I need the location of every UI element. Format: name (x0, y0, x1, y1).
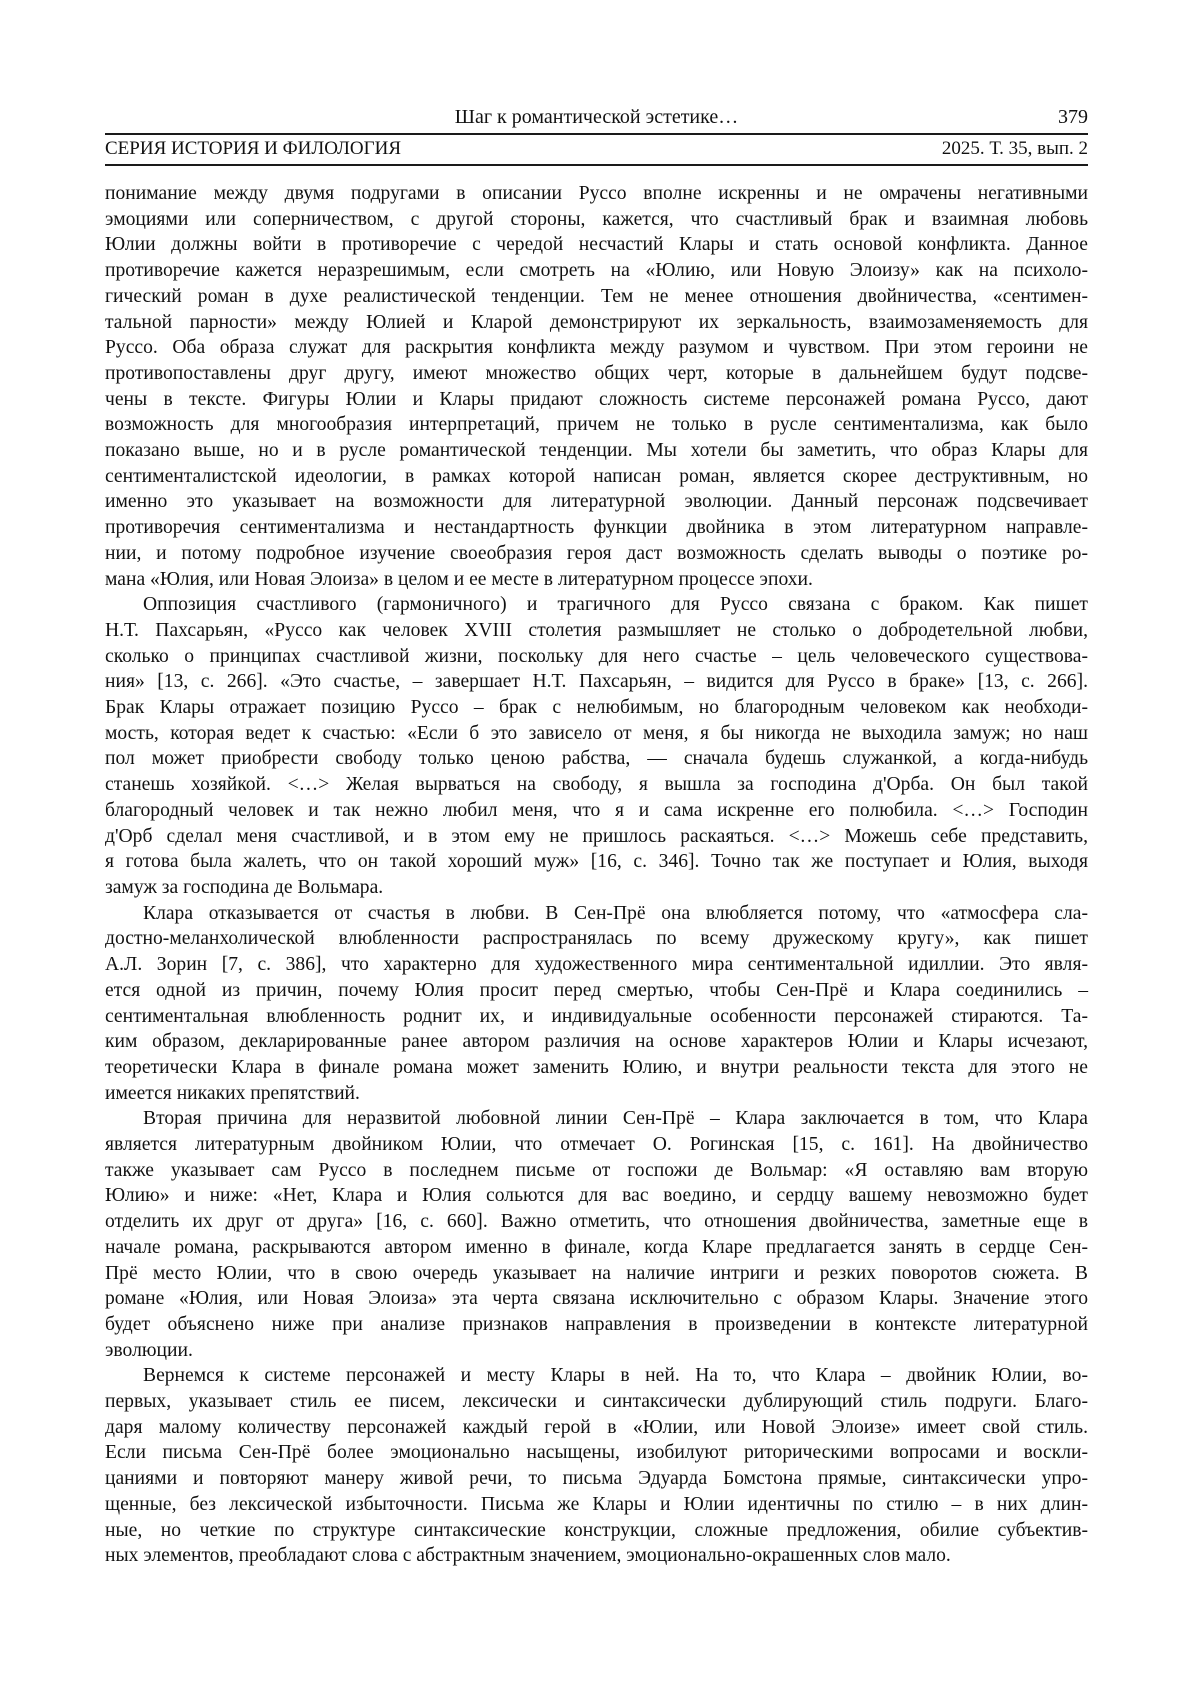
text-line: именно это указывает на возможности для литературной эволюции. Данный персонаж подсвечивает (105, 491, 1088, 513)
text-line: Н.Т. Пахсарьян, «Руссо как человек XVIII столетия размышляет не столько о добродетельной любви, (105, 619, 1088, 641)
text-line: Клара отказывается от счастья в любви. В Сен-Прё она влюбляется потому, что «атмосфера сла- (143, 902, 1088, 924)
text-line: Оппозиция счастливого (гармоничного) и трагичного для Руссо связана с браком. Как пишет (143, 594, 1088, 616)
text-line: д'Орб сделал меня счастливой, и в этом ему не пришлось раскаяться. <…> Можешь себе представить, (105, 825, 1088, 847)
text-line: эмоциями или соперничеством, с другой стороны, кажется, что счастливый брак и взаимная любовь (105, 208, 1088, 230)
text-line: Прё место Юлии, что в свою очередь указывает на наличие интриги и резких поворотов сюжета. В (105, 1262, 1088, 1284)
text-line: гический роман в духе реалистической тенденции. Тем не менее отношения двойничества, «сентимен- (105, 285, 1088, 307)
text-line: благородный человек и так нежно любил меня, что я и сама искренне его полюбила. <…> Господин (105, 799, 1088, 821)
text-line: эволюции. (105, 1339, 193, 1361)
text-line: А.Л. Зорин [7, с. 386], что характерно для художественного мира сентиментальной идиллии. Это явля- (105, 954, 1088, 976)
text-line: имеется никаких препятствий. (105, 1082, 360, 1104)
text-line: противоречие кажется неразрешимым, если смотреть на «Юлию, или Новую Элоизу» как на психоло- (105, 260, 1088, 282)
text-line: сентименталистской идеологии, в рамках которой написан роман, является скорее деструктивным, но (105, 465, 1088, 487)
text-line: станешь хозяйкой. <…> Желая вырваться на свободу, я вышла за господина д'Орба. Он был такой (105, 774, 1088, 796)
text-line: противопоставлены друг другу, имеют множество общих черт, которые в дальнейшем будут подсве- (105, 362, 1088, 384)
text-line: понимание между двумя подругами в описании Руссо вполне искренны и не омрачены негативными (105, 183, 1088, 204)
text-line: возможность для многообразия интерпретаций, причем не только в русле сентиментализма, как было (105, 414, 1088, 436)
text-line: ния» [13, с. 266]. «Это счастье, – завершает Н.Т. Пахсарьян, – видится для Руссо в браке» [13, с. 266]. (105, 671, 1088, 693)
text-line: пол может приобрести свободу только ценою рабства, — сначала будешь служанкой, а когда-нибудь (105, 748, 1088, 770)
text-line: Брак Клары отражает позицию Руссо – брак с нелюбимым, но благородным человеком как необходи- (105, 697, 1088, 719)
text-line: начале романа, раскрываются автором именно в финале, когда Кларе предлагается занять в сердце Сен- (105, 1236, 1088, 1258)
text-line: отделить их друг от друга» [16, с. 660]. Важно отметить, что отношения двойничества, заметные еще в (105, 1211, 1088, 1233)
text-line: Юлию» и ниже: «Нет, Клара и Юлия сольются для вас воедино, и сердцу вашему невозможно будет (105, 1185, 1088, 1207)
text-line: сколько о принципах счастливой жизни, поскольку для него счастье – цель человеческого существова- (105, 645, 1088, 667)
body-text (105, 181, 1088, 1569)
text-line: щенные, без лексической избыточности. Письма же Клары и Юлии идентичны по стилю – в них длин- (105, 1493, 1088, 1515)
series-row (105, 135, 1088, 166)
text-line: является литературным двойником Юлии, что отмечает О. Рогинская [15, с. 161]. На двойничество (105, 1134, 1088, 1156)
text-line: теоретически Клара в финале романа может заменить Юлию, и внутри реальности текста для этого не (105, 1056, 1088, 1078)
text-line: я готова была жалеть, что он такой хороший муж» [16, с. 346]. Точно так же поступает и Юлия, выходя (105, 851, 1088, 873)
text-line: мана «Юлия, или Новая Элоиза» в целом и ее месте в литературном процессе эпохи. (105, 568, 813, 590)
text-line: даря малому количеству персонажей каждый герой в «Юлии, или Новой Элоизе» имеет свой стиль. (105, 1416, 1088, 1438)
running-title: Шаг к романтической эстетике… (454, 106, 739, 128)
text-line: ется одной из причин, почему Юлия просит перед смертью, чтобы Сен-Прё и Клара соединились – (105, 979, 1088, 1001)
text-line: будет объяснено ниже при анализе признаков направления в произведении в контексте литературной (105, 1313, 1088, 1335)
text-line: чены в тексте. Фигуры Юлии и Клары придают сложность системе персонажей романа Руссо, дают (105, 388, 1088, 410)
series-title: СЕРИЯ ИСТОРИЯ И ФИЛОЛОГИЯ (105, 138, 402, 159)
issue-info: 2025. Т. 35, вып. 2 (941, 138, 1088, 159)
text-line: Руссо. Оба образа служат для раскрытия конфликта между разумом и чувством. При этом героини не (105, 337, 1088, 359)
running-head (105, 104, 1088, 135)
text-line: показано выше, но и в русле романтической тенденции. Мы хотели бы заметить, что образ Клары для (105, 440, 1088, 462)
text-line: замуж за господина де Вольмара. (105, 876, 384, 898)
page-number: 379 (1058, 106, 1088, 128)
text-line: нии, и потому подробное изучение своеобразия героя даст возможность сделать выводы о поэтике ро- (105, 542, 1088, 564)
text-line: достно-меланхолической влюбленности распространялась по всему дружескому кругу», как пишет (105, 928, 1088, 950)
text-line: первых, указывает стиль ее писем, лексически и синтаксически дублирующий стиль подруги. Благо- (105, 1391, 1088, 1413)
text-line: противоречия сентиментализма и нестандартность функции двойника в этом литературном направле- (105, 517, 1088, 539)
text-line: сентиментальная влюбленность роднит их, и индивидуальные особенности персонажей стираются. Та- (105, 1005, 1088, 1027)
text-line: также указывает сам Руссо в последнем письме от госпожи де Вольмар: «Я оставляю вам вторую (105, 1159, 1088, 1181)
text-line: Вернемся к системе персонажей и месту Клары в ней. На то, что Клара – двойник Юлии, во- (143, 1365, 1088, 1387)
text-line: Вторая причина для неразвитой любовной линии Сен-Прё – Клара заключается в том, что Клара (143, 1108, 1088, 1130)
text-line: романе «Юлия, или Новая Элоиза» эта черта связана исключительно с образом Клары. Значение этого (105, 1288, 1088, 1310)
text-line: мость, которая ведет к счастью: «Если б это зависело от меня, я бы никогда не выходила замуж; но наш (105, 722, 1088, 744)
text-line: ных элементов, преобладают слова с абстрактным значением, эмоционально-окрашенных слов мало. (105, 1545, 951, 1567)
text-line: Если письма Сен-Прё более эмоционально насыщены, изобилуют риторическими вопросами и воскли- (105, 1442, 1088, 1464)
text-line: тальной парности» между Юлией и Кларой демонстрируют их зеркальность, взаимозаменяемость для (105, 311, 1088, 333)
text-line: ким образом, декларированные ранее автором различия на основе характеров Юлии и Клары исчезают, (105, 1031, 1088, 1053)
text-line: Юлии должны войти в противоречие с чередой несчастий Клары и стать основой конфликта. Данное (105, 234, 1088, 256)
text-line: ные, но четкие по структуре синтаксические конструкции, сложные предложения, обилие субъектив- (105, 1519, 1088, 1541)
text-line: цаниями и повторяют манеру живой речи, то письма Эдуарда Бомстона прямые, синтаксически упро- (105, 1468, 1088, 1490)
